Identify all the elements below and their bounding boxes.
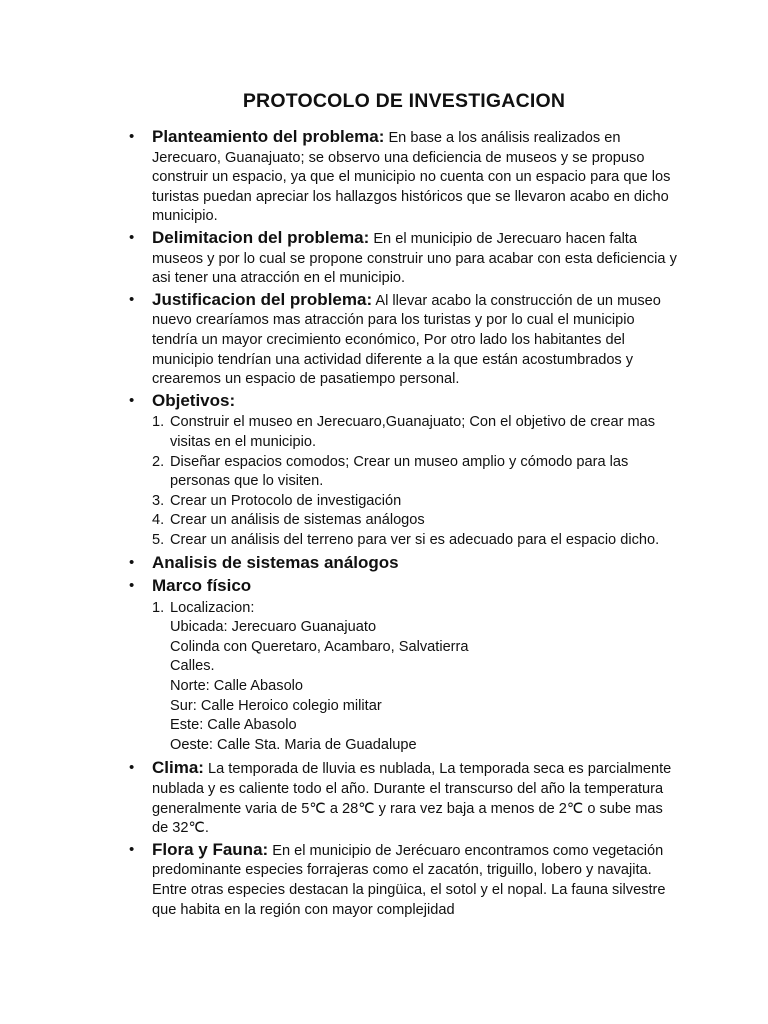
section-text: En el municipio de Jerecuaro hacen falta museos y por lo cual se propone construir uno para acabar con esta deficiencia y asi tener una atracción en el municipio.	[152, 230, 677, 287]
localizacion-list	[126, 599, 678, 756]
section-planteamiento	[126, 127, 678, 227]
localizacion-line: Norte: Calle Abasolo	[170, 678, 304, 695]
section-heading: Clima:	[152, 758, 204, 778]
objetivo-text: Crear un análisis del terreno para ver si es adecuado para el espacio dicho.	[170, 531, 660, 548]
section-list-3	[126, 758, 678, 920]
section-analisis	[126, 553, 678, 575]
localizacion-line: Este: Calle Abasolo	[170, 717, 297, 734]
section-text: En el municipio de Jerécuaro encontramos como vegetación predominante especies forrajeras como el zacatón, triguillo, lobero y navajita. Entre otras especies destacan la pingüica, el sotol y el nopal. La fauna silvestre que habita en la región con mayor complejidad	[152, 842, 666, 918]
section-flora-fauna	[126, 840, 678, 920]
objetivo-item	[152, 453, 678, 492]
section-text: Al llevar acabo la construcción de un museo nuevo crearíamos mas atracción para los turistas y por lo cual el municipio tendría un mayor crecimiento económico, Por otro lado los habitantes del municipio tendrían una actividad diferente a la que están acostumbrados y crearemos un espacio de pasatiempo personal.	[152, 292, 661, 388]
item-number: 1.	[152, 599, 165, 616]
localizacion-line: Oeste: Calle Sta. Maria de Guadalupe	[170, 736, 417, 753]
localizacion-line: Ubicada: Jerecuaro Guanajuato	[170, 619, 377, 636]
section-objetivos	[126, 391, 678, 413]
document-title: PROTOCOLO DE INVESTIGACION	[242, 90, 566, 112]
item-number: 4.	[152, 512, 165, 529]
bullet-icon: •	[129, 290, 135, 308]
objetivos-list	[126, 413, 678, 550]
objetivo-item	[152, 413, 678, 452]
localizacion-line: Sur: Calle Heroico colegio militar	[170, 697, 382, 714]
objetivo-item	[152, 511, 678, 531]
section-justificacion	[126, 290, 678, 390]
section-clima	[126, 758, 678, 838]
section-heading: Analisis de sistemas análogos	[152, 553, 399, 573]
section-marco-fisico	[126, 576, 678, 598]
objetivo-item	[152, 531, 678, 551]
objetivo-text: Crear un análisis de sistemas análogos	[170, 512, 425, 529]
section-heading: Delimitacion del problema:	[152, 227, 370, 247]
item-number: 3.	[152, 492, 165, 509]
bullet-icon: •	[129, 391, 135, 409]
bullet-icon: •	[129, 228, 135, 246]
bullet-icon: •	[129, 577, 135, 595]
objetivo-item	[152, 492, 678, 512]
section-list-2	[126, 553, 678, 597]
localizacion-line: Colinda con Queretaro, Acambaro, Salvatierra	[170, 638, 469, 655]
localizacion-line: Calles.	[170, 658, 215, 675]
section-list	[126, 127, 678, 412]
section-heading: Marco físico	[152, 576, 252, 596]
section-heading: Justificacion del problema:	[152, 289, 373, 309]
item-number: 2.	[152, 453, 165, 470]
bullet-icon: •	[129, 128, 135, 145]
section-text: En base a los análisis realizados en Jerecuaro, Guanajuato; se observo una deficiencia de museos y se propuso construir un espacio, ya que el municipio no cuenta con un espacio para que los turistas puedan apreciar los hallazgos históricos que se llevaron acabo en dicho municipio.	[152, 130, 671, 225]
objetivo-text: Construir el museo en Jerecuaro,Guanajuato; Con el objetivo de crear mas visitas en el municipio.	[170, 414, 656, 450]
objetivo-text: Crear un Protocolo de investigación	[170, 492, 402, 509]
section-delimitacion	[126, 228, 678, 289]
item-number: 1.	[152, 414, 165, 431]
localizacion-label: Localizacion:	[170, 599, 255, 616]
section-heading: Planteamiento del problema:	[152, 127, 385, 146]
bullet-icon: •	[129, 554, 135, 572]
localizacion-item	[152, 599, 678, 756]
section-heading: Objetivos:	[152, 390, 236, 410]
section-heading: Flora y Fauna:	[152, 839, 269, 859]
item-number: 5.	[152, 531, 165, 548]
section-text: La temporada de lluvia es nublada, La temporada seca es parcialmente nublada y es caliente todo el año. Durante el transcurso del año la temperatura generalmente varia de 5℃ a 28℃ y rara vez baja a menos de 2℃ o sube mas de 32℃.	[152, 761, 672, 837]
bullet-icon: •	[129, 759, 135, 777]
bullet-icon: •	[129, 840, 135, 858]
objetivo-text: Diseñar espacios comodos; Crear un museo amplio y cómodo para las personas que lo visiten.	[170, 453, 629, 490]
